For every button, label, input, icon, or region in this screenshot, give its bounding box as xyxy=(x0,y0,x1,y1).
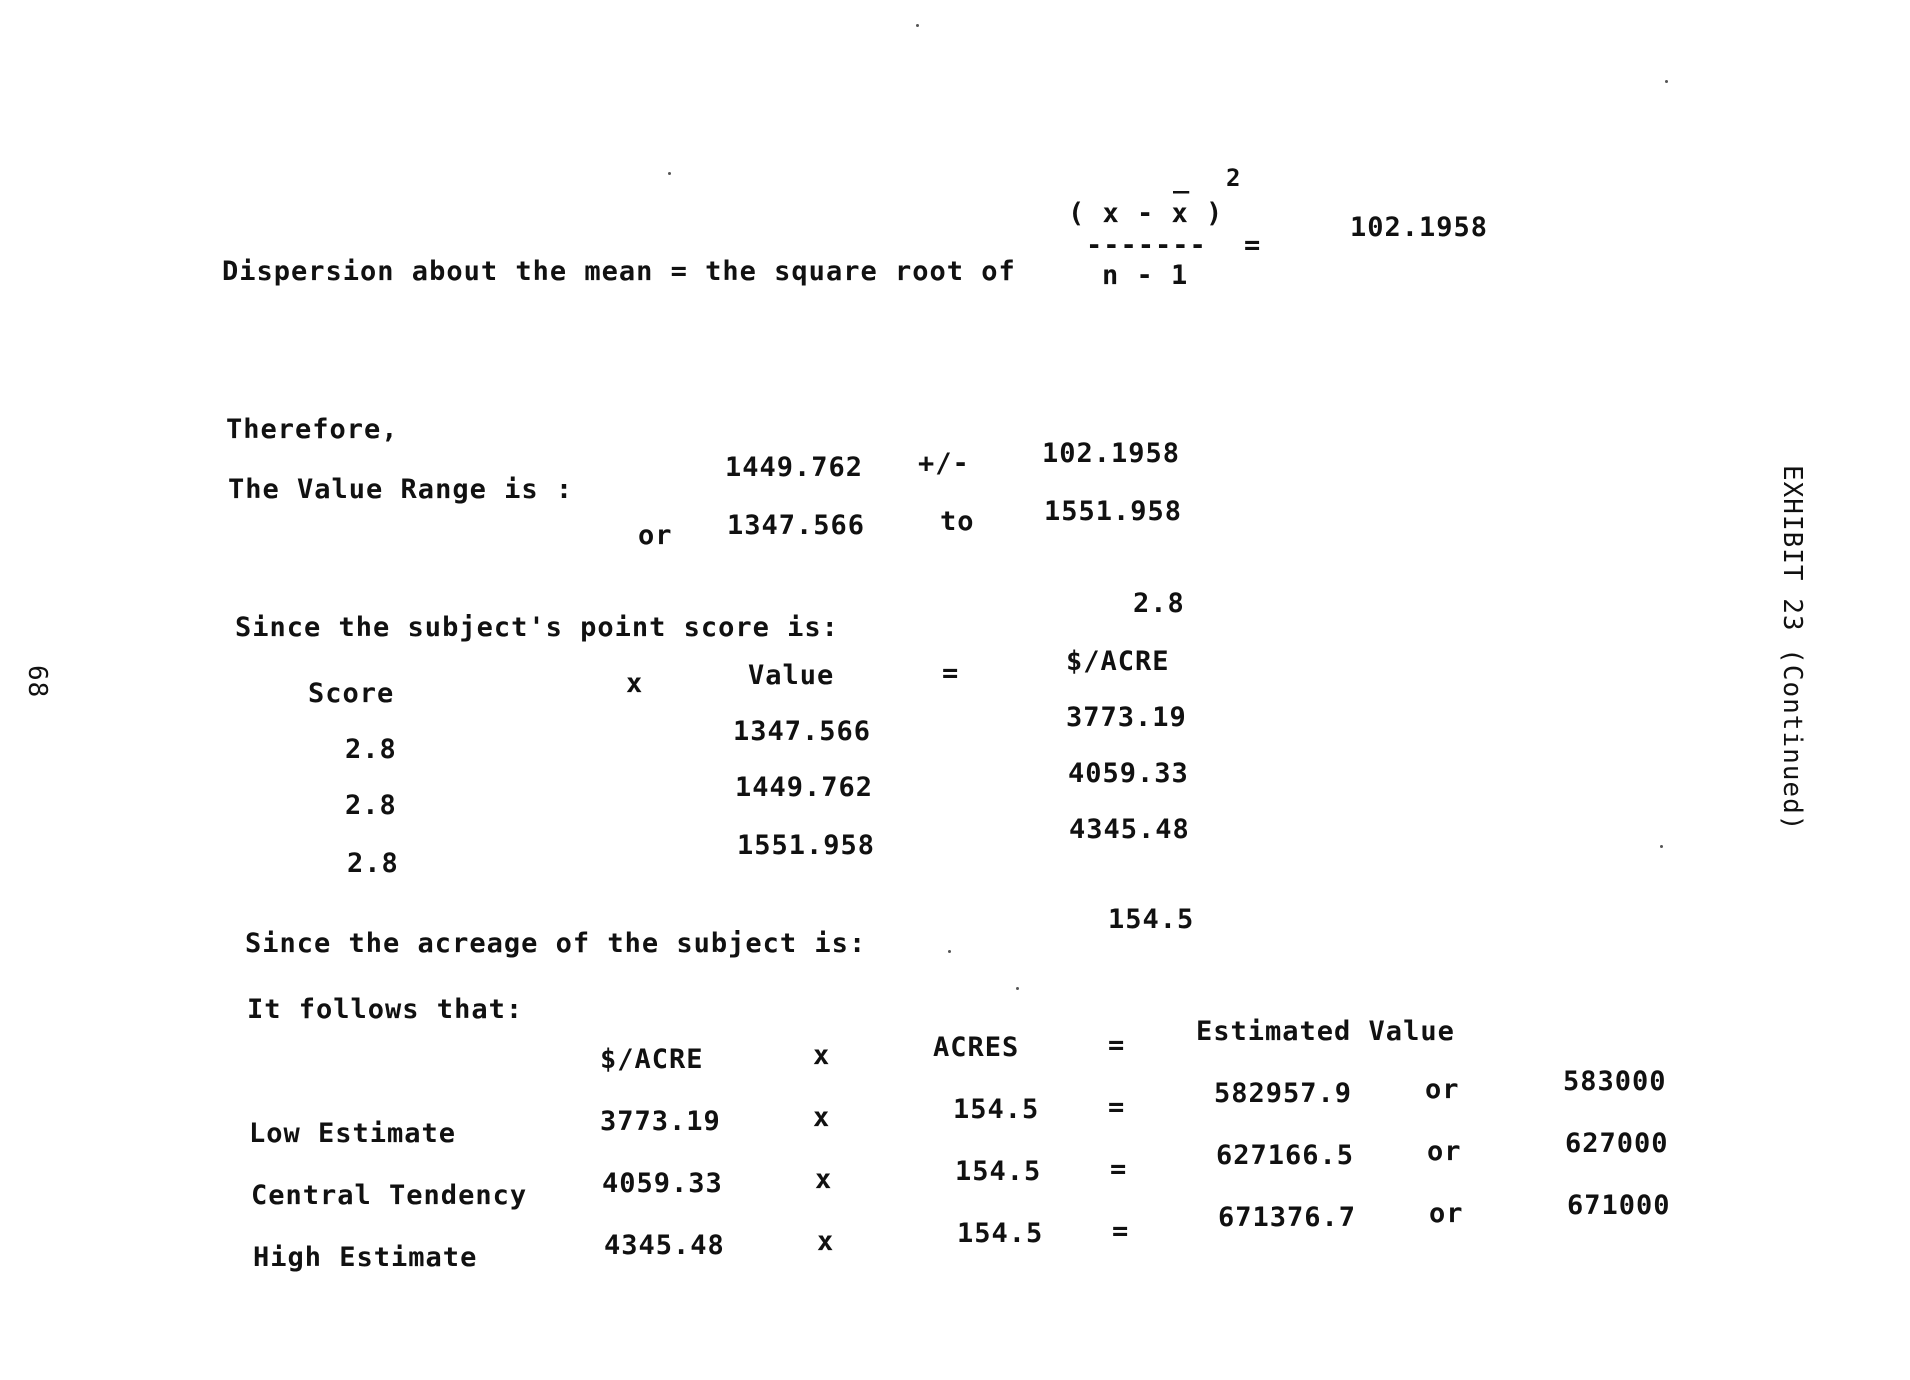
estimate-row-equals: = xyxy=(1112,1216,1130,1247)
acreage-value: 154.5 xyxy=(1108,904,1195,935)
estimate-row-equals: = xyxy=(1108,1092,1126,1123)
estimate-row-acres: 154.5 xyxy=(955,1156,1042,1187)
scan-speck xyxy=(1016,987,1019,990)
estimate-row-equals: = xyxy=(1110,1154,1128,1185)
dispersion-label: Dispersion about the mean = the square root of xyxy=(222,256,1016,287)
point-score-value: 2.8 xyxy=(1133,588,1185,619)
formula-rule: ------- xyxy=(1086,230,1207,261)
estimate-row-rounded: 583000 xyxy=(1563,1066,1667,1097)
estimate-row-per-acre: 4345.48 xyxy=(604,1230,725,1261)
estimate-row-acres: 154.5 xyxy=(957,1218,1044,1249)
value-range-high: 1551.958 xyxy=(1044,496,1183,527)
point-score-label: Since the subject's point score is: xyxy=(235,612,839,643)
scan-speck xyxy=(1660,845,1663,848)
estimate-row-label: High Estimate xyxy=(253,1242,478,1273)
scan-speck xyxy=(916,24,919,27)
header-times: x xyxy=(626,668,644,699)
score-row-1-per-acre: 3773.19 xyxy=(1066,702,1187,733)
score-row-2-value: 1449.762 xyxy=(735,772,874,803)
follows-label: It follows that: xyxy=(247,994,524,1025)
estimate-row-rounded: 671000 xyxy=(1567,1190,1671,1221)
header-value: Value xyxy=(748,660,835,691)
score-row-3-per-acre: 4345.48 xyxy=(1069,814,1190,845)
est-header-per-acre: $/ACRE xyxy=(600,1044,704,1075)
therefore-label: Therefore, xyxy=(226,414,399,445)
dispersion-result: 102.1958 xyxy=(1350,212,1489,243)
value-range-low: 1347.566 xyxy=(727,510,866,541)
plus-minus: +/- xyxy=(918,448,970,479)
estimate-row-or: or xyxy=(1425,1074,1460,1105)
estimate-row-per-acre: 4059.33 xyxy=(602,1168,723,1199)
est-header-acres: ACRES xyxy=(933,1032,1020,1063)
est-header-estimated: Estimated Value xyxy=(1196,1016,1455,1047)
estimate-row-per-acre: 3773.19 xyxy=(600,1106,721,1137)
score-row-1-score: 2.8 xyxy=(345,734,397,765)
estimate-row-times: x xyxy=(817,1226,835,1257)
scan-speck xyxy=(1665,80,1668,83)
score-row-3-score: 2.8 xyxy=(347,848,399,879)
est-header-equals: = xyxy=(1108,1030,1126,1061)
formula-numerator: ( x - x ) xyxy=(1068,198,1224,229)
estimate-row-times: x xyxy=(815,1164,833,1195)
formula-denominator: n - 1 xyxy=(1102,260,1189,291)
value-range-deviation: 102.1958 xyxy=(1042,438,1181,469)
score-row-2-score: 2.8 xyxy=(345,790,397,821)
estimate-row-times: x xyxy=(813,1102,831,1133)
scan-speck xyxy=(668,172,671,175)
scan-speck xyxy=(948,950,951,953)
estimate-row-acres: 154.5 xyxy=(953,1094,1040,1125)
header-per-acre: $/ACRE xyxy=(1066,646,1170,677)
page-number: 68 xyxy=(22,665,52,699)
value-range-label: The Value Range is : xyxy=(228,474,574,505)
score-row-3-value: 1551.958 xyxy=(737,830,876,861)
or-label: or xyxy=(638,520,673,551)
estimate-row-value: 671376.7 xyxy=(1218,1202,1357,1233)
score-row-1-value: 1347.566 xyxy=(733,716,872,747)
estimate-row-or: or xyxy=(1429,1198,1464,1229)
header-equals: = xyxy=(942,658,960,689)
header-score: Score xyxy=(308,678,395,709)
formula-equals: = xyxy=(1244,230,1262,261)
to-label: to xyxy=(940,506,975,537)
estimate-row-rounded: 627000 xyxy=(1565,1128,1669,1159)
exhibit-label: EXHIBIT 23 (Continued) xyxy=(1777,465,1807,832)
est-header-times: x xyxy=(813,1040,831,1071)
formula-mean-bar: _ xyxy=(1173,163,1191,194)
estimate-row-label: Low Estimate xyxy=(249,1118,457,1149)
score-row-2-per-acre: 4059.33 xyxy=(1068,758,1189,789)
acreage-label: Since the acreage of the subject is: xyxy=(245,928,867,959)
formula-exponent: 2 xyxy=(1226,164,1241,192)
estimate-row-or: or xyxy=(1427,1136,1462,1167)
estimate-row-value: 582957.9 xyxy=(1214,1078,1353,1109)
estimate-row-label: Central Tendency xyxy=(251,1180,528,1211)
value-range-mean: 1449.762 xyxy=(725,452,864,483)
estimate-row-value: 627166.5 xyxy=(1216,1140,1355,1171)
